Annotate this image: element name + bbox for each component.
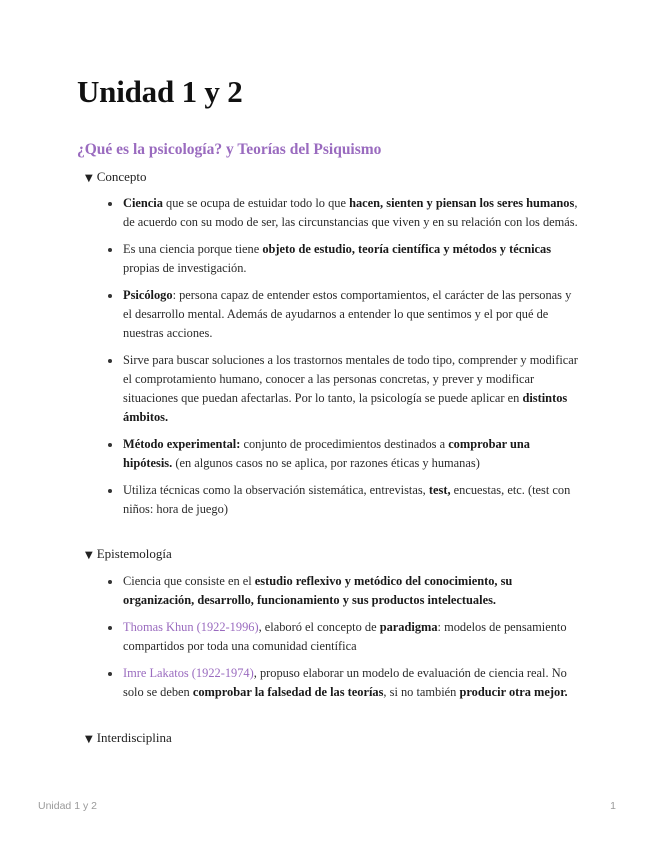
list-item: Ciencia que consiste en el estudio reflexivo y metódico del conocimiento, su organización, desarrollo, funcionamiento y sus productos intelectuales. bbox=[108, 572, 578, 610]
toggle-arrow-icon[interactable]: ▼ bbox=[85, 550, 93, 561]
concepto-list bbox=[108, 194, 578, 527]
section-heading: ¿Qué es la psicología? y Teorías del Psiquismo bbox=[77, 141, 382, 158]
list-item: Psicólogo: persona capaz de entender estos comportamientos, el carácter de las personas y el desarrollo mental. Además de ayudarnos a entender lo que sentimos y el por qué de nuestras acciones. bbox=[108, 286, 578, 343]
toggle-label: Epistemología bbox=[96, 546, 172, 561]
reference-link[interactable]: Thomas Khun (1922-1996) bbox=[123, 620, 259, 634]
list-item: Thomas Khun (1922-1996), elaboró el concepto de paradigma: modelos de pensamiento compartidos por toda una comunidad científica bbox=[108, 618, 578, 656]
toggle-arrow-icon[interactable]: ▼ bbox=[85, 734, 93, 745]
toggle-arrow-icon[interactable]: ▼ bbox=[85, 173, 93, 184]
list-item: Imre Lakatos (1922-1974), propuso elaborar un modelo de evaluación de ciencia real. No solo se deben comprobar la falsedad de las teorías, si no también producir otra mejor. bbox=[108, 664, 578, 702]
list-item: Es una ciencia porque tiene objeto de estudio, teoría científica y métodos y técnicas propias de investigación. bbox=[108, 240, 578, 278]
list-item: Sirve para buscar soluciones a los trastornos mentales de todo tipo, comprender y modificar el comprotamiento humano, conocer a las personas concretas, y prever y modificar situaciones que puedan afectarlas. Por lo tanto, la psicología se puede aplicar en distintos ámbitos. bbox=[108, 351, 578, 427]
list-item: Método experimental: conjunto de procedimientos destinados a comprobar una hipótesis. (en algunos casos no se aplica, por razones éticas y humanas) bbox=[108, 435, 578, 473]
reference-link[interactable]: Imre Lakatos (1922-1974) bbox=[123, 666, 254, 680]
toggle-interdisciplina[interactable] bbox=[85, 730, 172, 746]
epistemologia-list bbox=[108, 572, 578, 710]
toggle-label: Interdisciplina bbox=[96, 730, 172, 745]
page-title: Unidad 1 y 2 bbox=[77, 74, 243, 109]
footer-page-number: 1 bbox=[610, 800, 616, 812]
toggle-label: Concepto bbox=[96, 169, 147, 184]
list-item: Utiliza técnicas como la observación sistemática, entrevistas, test, encuestas, etc. (test con niños: hora de juego) bbox=[108, 481, 578, 519]
toggle-concepto[interactable] bbox=[85, 169, 147, 185]
toggle-epistemologia[interactable] bbox=[85, 546, 172, 562]
footer-title: Unidad 1 y 2 bbox=[38, 800, 97, 812]
list-item: Ciencia que se ocupa de estuidar todo lo que hacen, sienten y piensan los seres humanos, de acuerdo con su modo de ser, las circunstancias que viven y en su relación con los demás. bbox=[108, 194, 578, 232]
